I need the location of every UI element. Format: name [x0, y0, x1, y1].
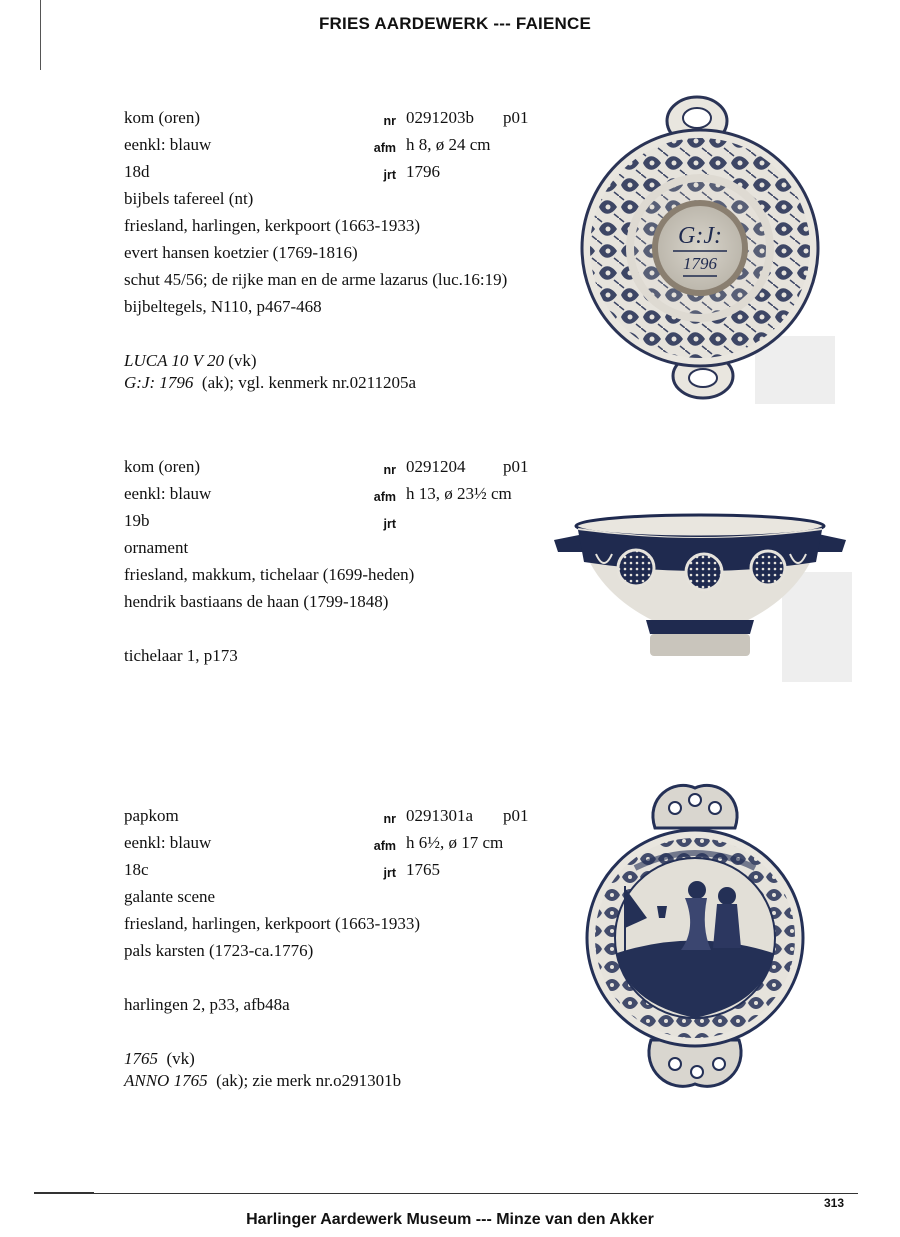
opschrift-rest: (ak); zie merk nr.o291301b [216, 1071, 402, 1090]
row-datering [0, 860, 560, 886]
bowl-photo-3 [585, 778, 815, 1096]
value-voorstelling: ornament [124, 538, 189, 557]
value-nr: 0291301a [406, 806, 474, 825]
value-voorstelling: bijbels tafereel (nt) [124, 189, 254, 208]
label-afm: afm [373, 839, 396, 853]
label-jrt: jrt [383, 168, 396, 182]
row-opschrift [0, 1049, 560, 1097]
row-literatuur [0, 995, 560, 1021]
row-voorwerp [0, 457, 560, 483]
row-kleur [0, 484, 560, 510]
bowl-inscription-top: G:J: [678, 223, 722, 249]
row-kleur [0, 833, 560, 859]
value-afm: h 8, ø 24 cm [406, 135, 491, 154]
row-voorbeeld [0, 968, 560, 994]
label-nr: nr [383, 463, 396, 477]
label-jrt: jrt [383, 866, 396, 880]
value-opschrift-line-1 [124, 351, 257, 371]
opschrift-italic: 1765 [124, 1049, 158, 1068]
label-nr: nr [383, 812, 396, 826]
row-opmerking [0, 673, 560, 699]
value-voorbeeld: schut 45/56; de rijke man en de arme lazarus (luc.16:19) [124, 270, 508, 289]
value-voorwerp: kom (oren) [124, 108, 201, 127]
value-schilder: hendrik bastiaans de haan (1799-1848) [124, 592, 389, 611]
row-opmerking [0, 324, 560, 350]
value-photo-ref: p01 [503, 457, 529, 476]
footer-rule [50, 1193, 858, 1194]
value-schilder: evert hansen koetzier (1769-1816) [124, 243, 358, 262]
row-fabrikaat [0, 565, 560, 591]
value-afm: h 13, ø 23½ cm [406, 484, 512, 503]
opschrift-rest: (vk) [166, 1049, 195, 1068]
row-opschrift [0, 700, 560, 726]
row-voorstelling [0, 538, 560, 564]
bowl-photo-2 [550, 512, 852, 682]
opschrift-rest: (vk) [228, 351, 257, 370]
value-fabrikaat: friesland, makkum, tichelaar (1699-heden) [124, 565, 415, 584]
value-opschrift-line-2 [124, 1071, 401, 1091]
row-schilder [0, 592, 560, 618]
value-photo-ref: p01 [503, 108, 529, 127]
row-voorwerp [0, 108, 560, 134]
page-title: FRIES AARDEWERK --- FAIENCE [318, 14, 592, 33]
row-literatuur [0, 646, 560, 672]
label-afm: afm [373, 141, 396, 155]
value-voorwerp: kom (oren) [124, 457, 201, 476]
opschrift-italic: G:J: 1796 [124, 373, 194, 392]
row-voorwerp [0, 806, 560, 832]
row-kleur [0, 135, 560, 161]
row-fabrikaat [0, 914, 560, 940]
value-jrt: 1765 [406, 860, 440, 879]
value-opschrift-line-2 [124, 373, 416, 393]
value-fabrikaat: friesland, harlingen, kerkpoort (1663-1933) [124, 914, 420, 933]
row-datering [0, 162, 560, 188]
page-number: 313 [824, 1196, 845, 1210]
value-voorstelling: galante scene [124, 887, 216, 906]
value-datering: 18c [124, 860, 149, 879]
label-afm: afm [373, 490, 396, 504]
value-kleur: eenkl: blauw [124, 833, 212, 852]
row-datering [0, 511, 560, 537]
row-voorbeeld [0, 270, 560, 296]
value-literatuur: tichelaar 1, p173 [124, 646, 238, 665]
label-nr: nr [383, 114, 396, 128]
bowl-photo-1 [575, 86, 835, 404]
footer-credit: Harlinger Aardewerk Museum --- Minze van den Akker [246, 1211, 654, 1228]
row-literatuur [0, 297, 560, 323]
value-nr: 0291203b [406, 108, 474, 127]
row-fabrikaat [0, 216, 560, 242]
value-opschrift-line-1 [124, 1049, 195, 1069]
value-schilder: pals karsten (1723-ca.1776) [124, 941, 314, 960]
row-voorstelling [0, 189, 560, 215]
row-schilder [0, 243, 560, 269]
value-datering: 19b [124, 511, 150, 530]
row-voorbeeld [0, 619, 560, 645]
row-schilder [0, 941, 560, 967]
value-kleur: eenkl: blauw [124, 484, 212, 503]
value-fabrikaat: friesland, harlingen, kerkpoort (1663-1933) [124, 216, 420, 235]
opschrift-italic: LUCA 10 V 20 [124, 351, 224, 370]
value-voorwerp: papkom [124, 806, 179, 825]
bowl-inscription-bottom: 1796 [683, 254, 717, 273]
label-jrt: jrt [383, 517, 396, 531]
margin-rule [40, 0, 41, 70]
value-nr: 0291204 [406, 457, 466, 476]
value-datering: 18d [124, 162, 150, 181]
row-voorstelling [0, 887, 560, 913]
opschrift-italic: ANNO 1765 [124, 1071, 208, 1090]
row-opschrift [0, 351, 560, 399]
value-afm: h 6½, ø 17 cm [406, 833, 504, 852]
value-photo-ref: p01 [503, 806, 529, 825]
value-literatuur: bijbeltegels, N110, p467-468 [124, 297, 322, 316]
row-opmerking [0, 1022, 560, 1048]
value-kleur: eenkl: blauw [124, 135, 212, 154]
value-jrt: 1796 [406, 162, 440, 181]
opschrift-rest: (ak); vgl. kenmerk nr.0211205a [201, 373, 417, 392]
value-literatuur: harlingen 2, p33, afb48a [124, 995, 290, 1014]
